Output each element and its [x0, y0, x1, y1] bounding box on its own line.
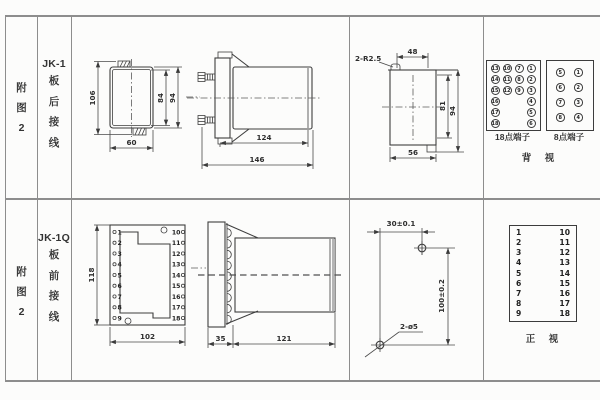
back-view-label: 背 视 — [521, 153, 557, 164]
model-label-jk1: JK-1 — [42, 58, 66, 70]
terminal-view-18pt — [486, 60, 541, 131]
svg-text:17: 17 — [171, 304, 181, 312]
mounting-screw-top — [198, 73, 215, 82]
grid-line-bottom — [5, 380, 600, 382]
svg-text:15: 15 — [171, 283, 181, 291]
dim-56: 56 — [407, 148, 419, 157]
bottom-tab — [427, 145, 436, 152]
svg-text:6: 6 — [117, 283, 122, 291]
svg-text:12: 12 — [171, 250, 181, 258]
dim-30: 30±0.1 — [386, 219, 416, 228]
terminal-8: 8 — [556, 113, 565, 122]
svg-text:4: 4 — [117, 261, 122, 269]
terminal-16: 16 — [491, 99, 499, 105]
grid-divider-3 — [349, 15, 350, 381]
svg-text:2: 2 — [117, 240, 122, 248]
dim-60: 60 — [126, 138, 137, 147]
terminal-1: 1 — [527, 64, 536, 73]
fig-char: 附 — [16, 82, 27, 94]
front-view-drawing-jk1q — [88, 213, 210, 353]
terminal-14: 14 — [491, 77, 499, 83]
fig-label-row2 — [6, 262, 37, 322]
terminal-4: 4 — [574, 113, 583, 122]
terminal-5: 5 — [556, 68, 565, 77]
front-terminals-right — [172, 229, 185, 322]
front-view-label: 正 视 — [525, 334, 561, 345]
terminal-table-front: 1 10 2 11 3 12 4 13 5 14 6 15 7 16 8 17 9 18 — [509, 225, 577, 322]
terminal-7: 7 — [515, 64, 524, 73]
terminal-block-bottom — [133, 128, 146, 135]
terminal-4: 4 — [527, 97, 536, 106]
label-2-d5: 2-ø5 — [400, 322, 418, 331]
dim-102: 102 — [139, 332, 156, 341]
svg-text:16: 16 — [171, 293, 181, 301]
terminal-8: 8 — [515, 75, 524, 84]
terminal-6: 6 — [527, 119, 536, 128]
svg-text:9: 9 — [117, 315, 122, 323]
dim-81: 81 — [438, 100, 447, 112]
terminal-5: 5 — [527, 108, 536, 117]
terminal-13: 13 — [491, 66, 499, 72]
mounting-hole-bottom — [125, 318, 131, 324]
terminal-15: 15 — [491, 88, 499, 94]
dim-118: 118 — [87, 267, 96, 283]
side-view-drawing-jk1q — [196, 218, 346, 356]
dim-94: 94 — [168, 92, 177, 104]
terminal-7: 7 — [556, 98, 565, 107]
terminal-2: 2 — [527, 75, 536, 84]
svg-text:1: 1 — [117, 229, 122, 237]
fig-char: 附 — [16, 266, 27, 278]
dim-94b: 94 — [448, 105, 457, 117]
mounting-hole-top — [161, 227, 167, 233]
terminal-2: 2 — [574, 83, 583, 92]
fig-label-row1 — [6, 78, 37, 138]
model-label-jk1q: JK-1Q — [38, 232, 70, 244]
dim-84: 84 — [156, 92, 165, 104]
terminal-12: 12 — [503, 88, 511, 94]
svg-text:14: 14 — [171, 272, 181, 280]
terminal-18: 18 — [491, 121, 499, 127]
fig-char: 图 — [16, 286, 27, 298]
terminal-view-8pt — [546, 60, 594, 131]
dim-124: 124 — [256, 133, 272, 142]
grid-line-top — [5, 15, 600, 17]
rear-view-drawing — [80, 40, 202, 175]
terminal-1: 1 — [574, 68, 583, 77]
terminal-9: 9 — [515, 86, 524, 95]
grid-divider-2 — [71, 15, 72, 381]
case-outline-drawing — [352, 42, 480, 174]
terminal-block-top — [118, 61, 130, 67]
svg-text:10: 10 — [171, 229, 181, 237]
grid-divider-4 — [483, 15, 484, 381]
svg-text:11: 11 — [171, 240, 181, 248]
dim-35: 35 — [215, 334, 226, 343]
terminal-17: 17 — [491, 110, 499, 116]
fig-char: 2 — [18, 122, 25, 134]
wiring-label-row1: 板 后 接 线 — [48, 75, 60, 149]
dim-100: 100±0.2 — [437, 279, 446, 313]
svg-text:3: 3 — [117, 250, 122, 258]
dim-121: 121 — [276, 334, 292, 343]
svg-text:7: 7 — [117, 293, 122, 301]
model-wiring-row1 — [38, 58, 70, 153]
terminal-3: 3 — [574, 98, 583, 107]
wiring-label-row2: 板 前 接 线 — [48, 249, 60, 323]
fig-char: 2 — [18, 306, 25, 318]
grid-line-left — [5, 15, 6, 381]
svg-text:5: 5 — [117, 272, 122, 280]
drilling-plan-drawing — [355, 206, 475, 364]
label-18pt: 18点端子 — [495, 132, 530, 142]
terminal-bumps — [227, 229, 231, 324]
dim-146: 146 — [249, 155, 265, 164]
label-2-r2.5: 2-R2.5 — [355, 54, 382, 63]
svg-text:8: 8 — [117, 304, 122, 312]
front-terminals-left — [113, 229, 123, 322]
terminal-10: 10 — [503, 66, 511, 72]
svg-text:13: 13 — [171, 261, 181, 269]
terminal-11: 11 — [503, 77, 511, 83]
terminal-3: 3 — [527, 86, 536, 95]
grid-line-middle — [5, 198, 600, 200]
terminal-6: 6 — [556, 83, 565, 92]
panel-cutout — [117, 232, 170, 318]
side-view-drawing-jk1 — [185, 45, 327, 175]
dim-106: 106 — [88, 90, 97, 106]
model-wiring-row2 — [38, 232, 70, 327]
fig-char: 图 — [16, 102, 27, 114]
dim-48: 48 — [407, 47, 418, 56]
svg-text:18: 18 — [171, 315, 181, 323]
mounting-screw-bottom — [198, 116, 215, 125]
label-8pt: 8点端子 — [553, 132, 585, 142]
